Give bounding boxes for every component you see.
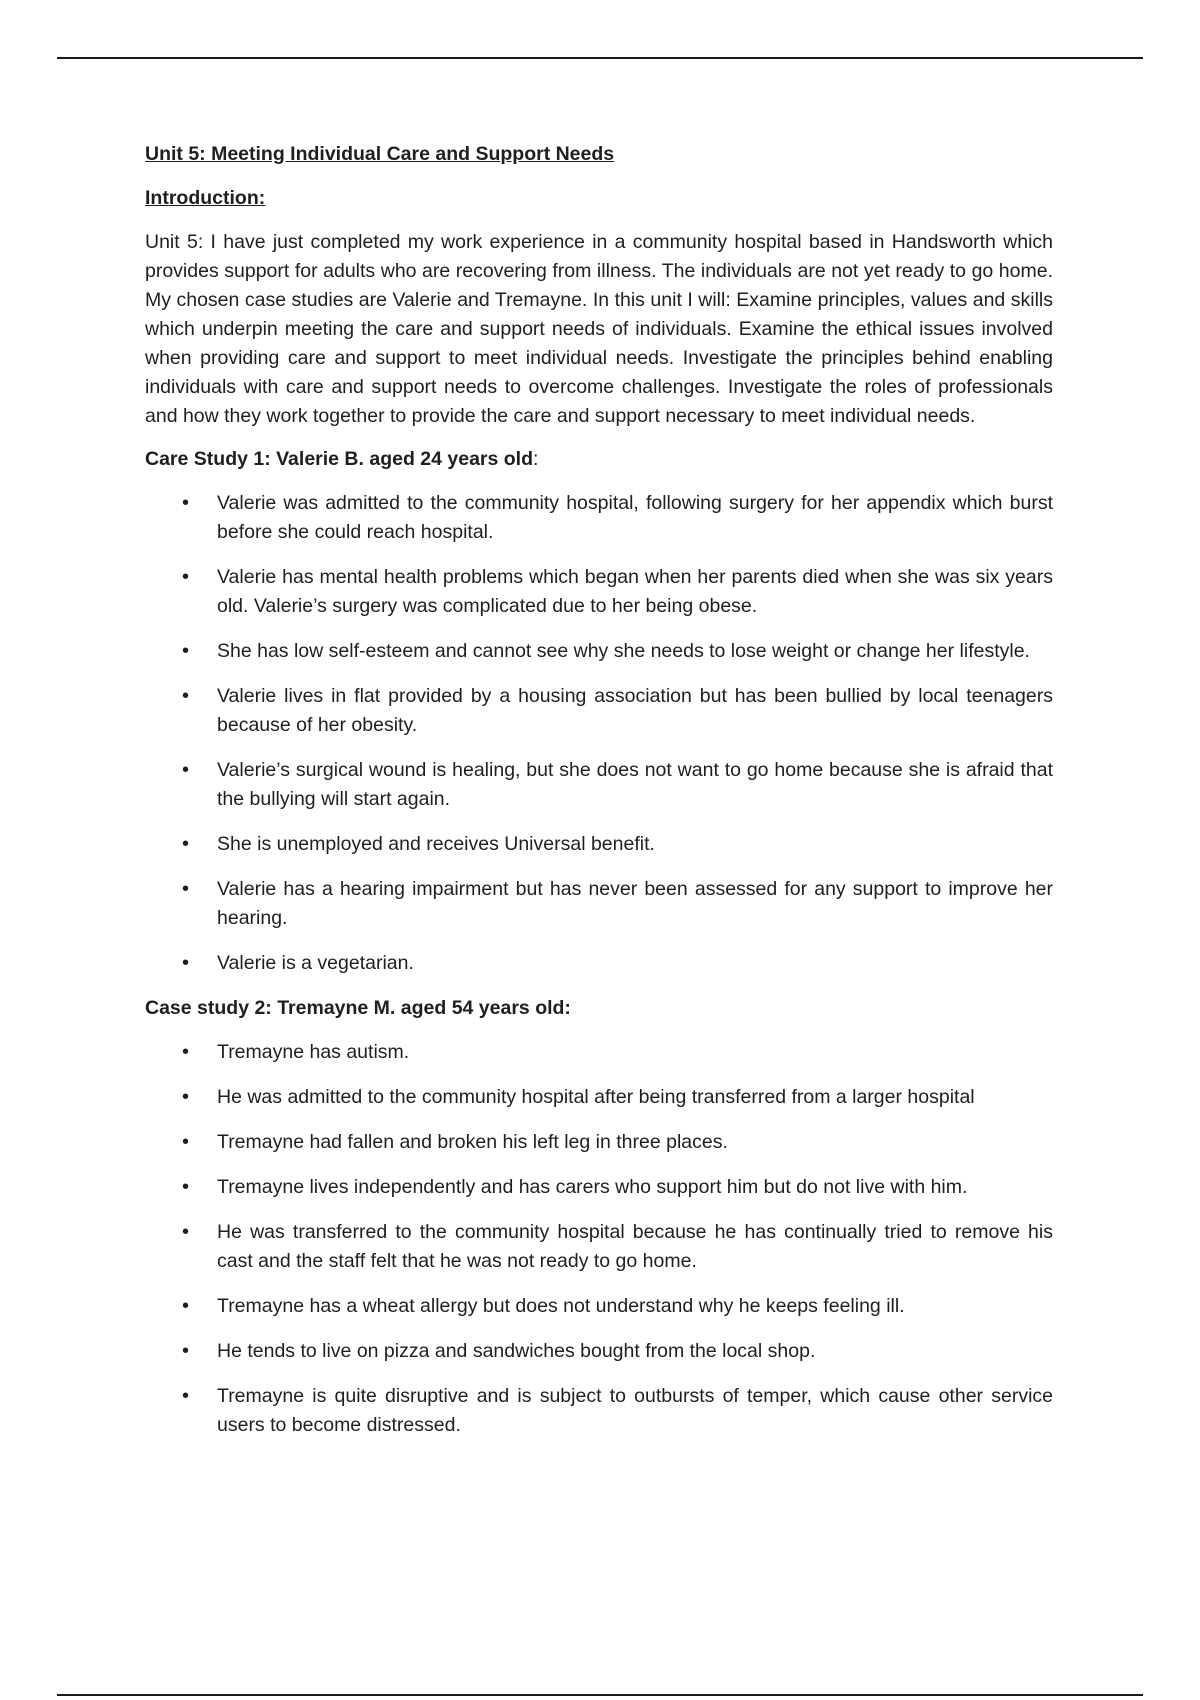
list-item: • He was admitted to the community hospital after being transferred from a larger hospital <box>145 1083 1053 1112</box>
footer-rule <box>57 1694 1143 1696</box>
case-study-1-list <box>145 489 1053 978</box>
list-item: • Valerie lives in flat provided by a housing association but has been bullied by local teenagers because of her obesity. <box>145 682 1053 740</box>
intro-heading: Introduction: <box>145 187 266 209</box>
list-item: • He tends to live on pizza and sandwiches bought from the local shop. <box>145 1337 1053 1366</box>
list-item: • Valerie was admitted to the community hospital, following surgery for her appendix which burst before she could reach hospital. <box>145 489 1053 547</box>
intro-paragraph: Unit 5: I have just completed my work experience in a community hospital based in Handsworth which provides support for adults who are recovering from illness. The individuals are not yet ready to go home. My chosen case studies are Valerie and Tremayne. In this unit I will: Examine principles, values and skills which underpin meeting the care and support needs of individuals. Examine the ethical issues involved when providing care and support to meet individual needs. Investigate the principles behind enabling individuals with care and support needs to overcome challenges. Investigate the roles of professionals and how they work together to provide the care and support necessary to meet individual needs. <box>145 231 1053 427</box>
list-item: • She has low self-esteem and cannot see why she needs to lose weight or change her lifestyle. <box>145 637 1053 666</box>
case-study-2-list <box>145 1038 1053 1440</box>
list-item: • Valerie has a hearing impairment but has never been assessed for any support to improve her hearing. <box>145 875 1053 933</box>
case-study-1-heading <box>145 445 1053 474</box>
list-item: • Valerie’s surgical wound is healing, but she does not want to go home because she is afraid that the bullying will start again. <box>145 756 1053 814</box>
list-item: • Tremayne had fallen and broken his left leg in three places. <box>145 1128 1053 1157</box>
list-item: • Tremayne lives independently and has carers who support him but do not live with him. <box>145 1173 1053 1202</box>
case-study-2-heading: Case study 2: Tremayne M. aged 54 years old: <box>145 997 571 1019</box>
list-item: • She is unemployed and receives Universal benefit. <box>145 830 1053 859</box>
document-title: Unit 5: Meeting Individual Care and Support Needs <box>145 143 615 165</box>
list-item: • He was transferred to the community hospital because he has continually tried to remove his cast and the staff felt that he was not ready to go home. <box>145 1218 1053 1276</box>
list-item: • Valerie has mental health problems which began when her parents died when she was six years old. Valerie’s surgery was complicated due to her being obese. <box>145 563 1053 621</box>
list-item: • Tremayne is quite disruptive and is subject to outbursts of temper, which cause other service users to become distressed. <box>145 1382 1053 1440</box>
list-item: • Tremayne has autism. <box>145 1038 1053 1067</box>
header-rule <box>57 57 1143 59</box>
case-study-1-heading-text: Care Study 1: Valerie B. aged 24 years old <box>145 448 534 470</box>
case-study-1-heading-colon: : <box>533 448 539 470</box>
document-body <box>145 140 1053 1456</box>
list-item: • Valerie is a vegetarian. <box>145 949 1053 978</box>
list-item: • Tremayne has a wheat allergy but does not understand why he keeps feeling ill. <box>145 1292 1053 1321</box>
